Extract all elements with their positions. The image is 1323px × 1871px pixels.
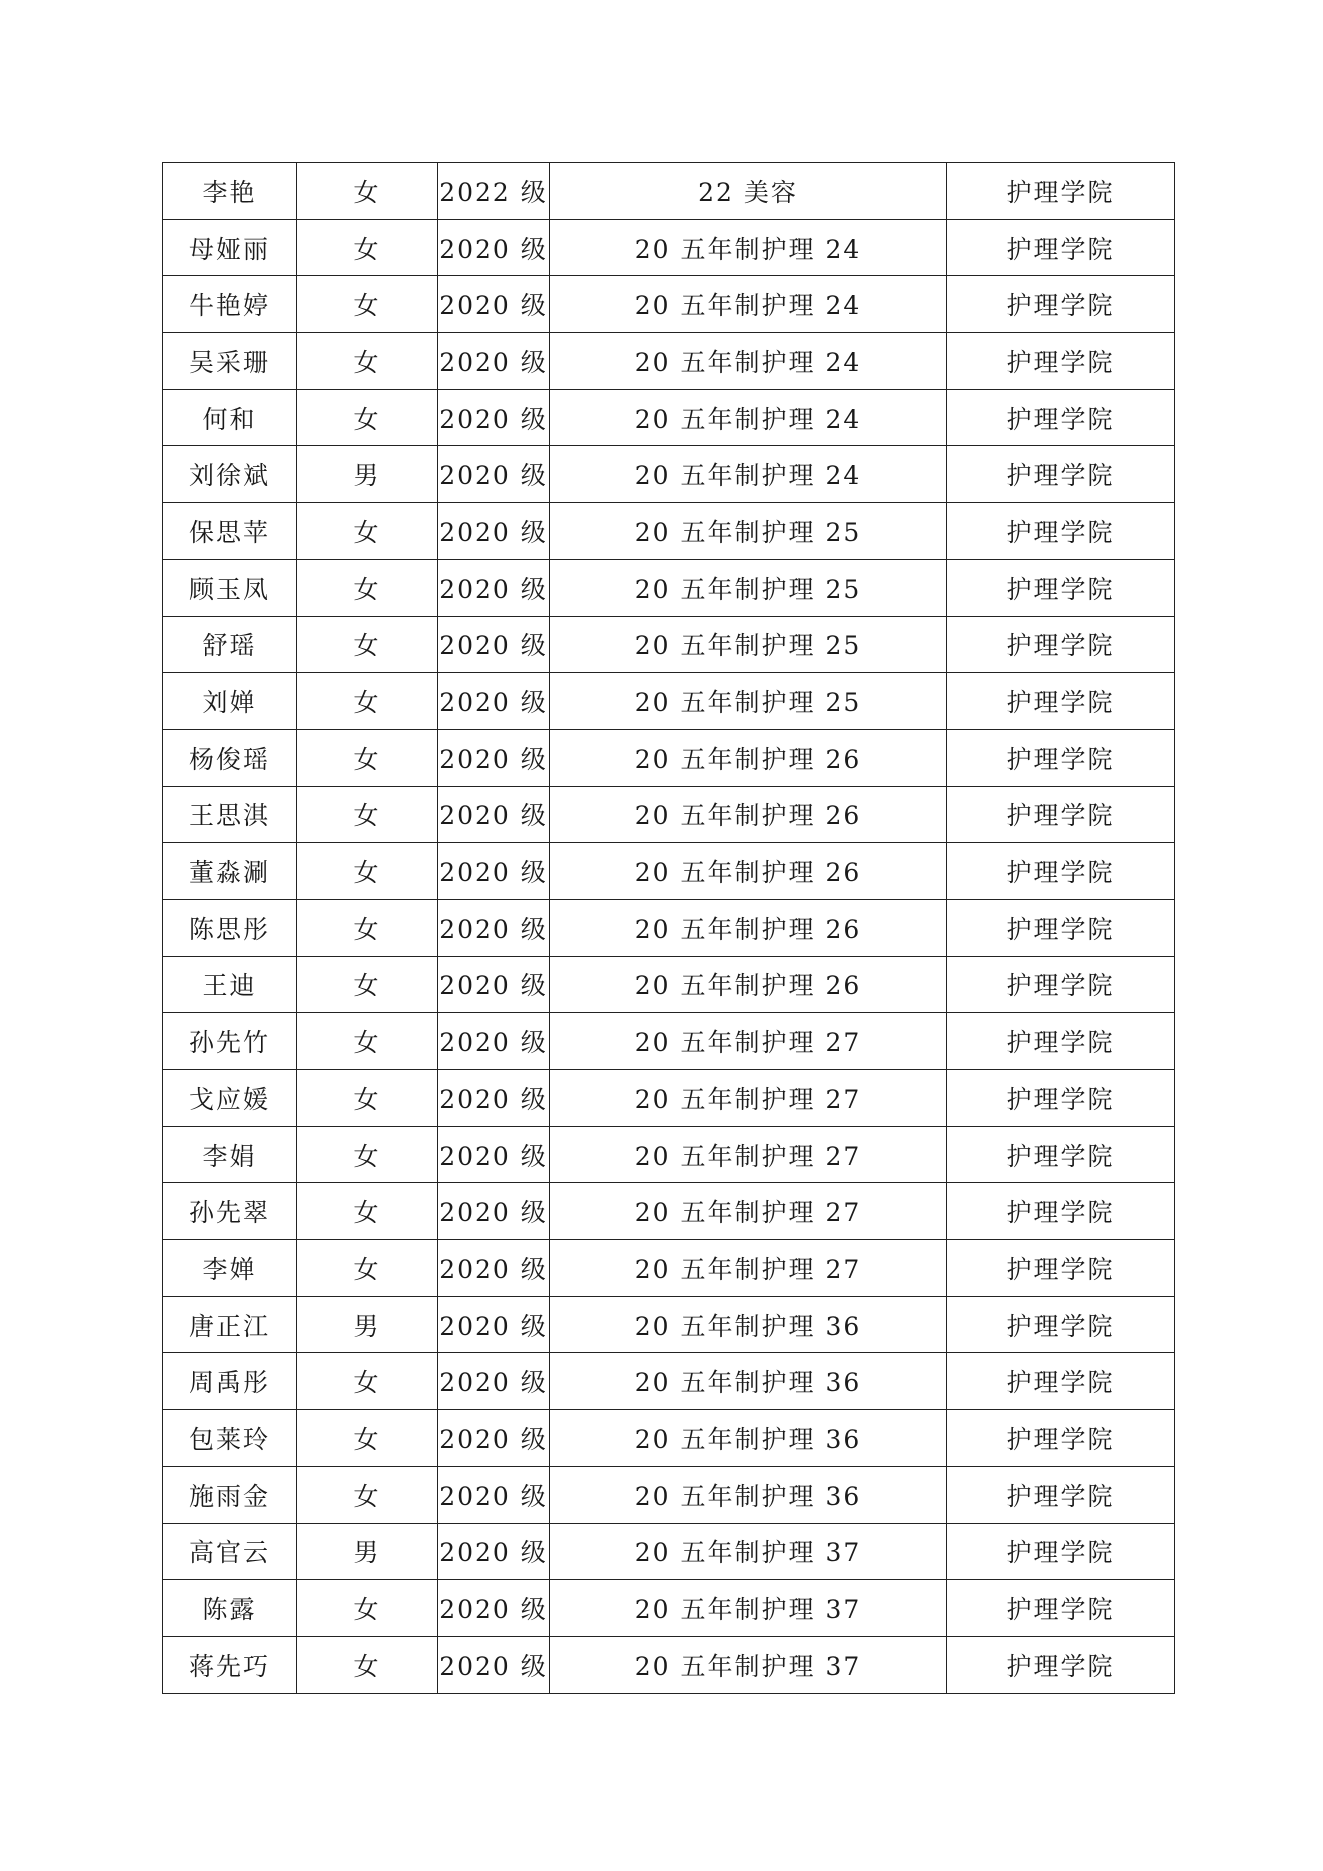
student-name-cell: 戈应媛 xyxy=(163,1070,297,1127)
gender-cell: 女 xyxy=(297,276,438,333)
grade-cell: 2020 级 xyxy=(438,389,550,446)
gender-cell: 女 xyxy=(297,1353,438,1410)
grade-cell: 2020 级 xyxy=(438,1296,550,1353)
class-cell: 20 五年制护理 36 xyxy=(550,1410,947,1467)
college-cell: 护理学院 xyxy=(947,446,1175,503)
student-name-cell: 包莱玲 xyxy=(163,1410,297,1467)
grade-cell: 2020 级 xyxy=(438,1240,550,1297)
grade-cell: 2020 级 xyxy=(438,446,550,503)
grade-cell: 2020 级 xyxy=(438,899,550,956)
class-cell: 20 五年制护理 27 xyxy=(550,1240,947,1297)
college-cell: 护理学院 xyxy=(947,843,1175,900)
class-cell: 20 五年制护理 27 xyxy=(550,1126,947,1183)
class-cell: 20 五年制护理 25 xyxy=(550,673,947,730)
table-row xyxy=(163,163,1175,220)
gender-cell: 女 xyxy=(297,1013,438,1070)
college-cell: 护理学院 xyxy=(947,1580,1175,1637)
table-row xyxy=(163,729,1175,786)
student-name-cell: 刘徐斌 xyxy=(163,446,297,503)
college-cell: 护理学院 xyxy=(947,616,1175,673)
student-roster-table xyxy=(162,162,1175,1694)
table-row xyxy=(163,673,1175,730)
class-cell: 20 五年制护理 26 xyxy=(550,786,947,843)
table-row xyxy=(163,1070,1175,1127)
table-row xyxy=(163,389,1175,446)
gender-cell: 女 xyxy=(297,673,438,730)
college-cell: 护理学院 xyxy=(947,1013,1175,1070)
class-cell: 20 五年制护理 24 xyxy=(550,389,947,446)
grade-cell: 2020 级 xyxy=(438,1636,550,1693)
gender-cell: 女 xyxy=(297,559,438,616)
college-cell: 护理学院 xyxy=(947,219,1175,276)
college-cell: 护理学院 xyxy=(947,1126,1175,1183)
student-name-cell: 施雨金 xyxy=(163,1466,297,1523)
gender-cell: 女 xyxy=(297,843,438,900)
class-cell: 20 五年制护理 37 xyxy=(550,1636,947,1693)
class-cell: 20 五年制护理 25 xyxy=(550,559,947,616)
class-cell: 20 五年制护理 24 xyxy=(550,276,947,333)
class-cell: 20 五年制护理 37 xyxy=(550,1523,947,1580)
student-name-cell: 王迪 xyxy=(163,956,297,1013)
grade-cell: 2020 级 xyxy=(438,1183,550,1240)
table-row xyxy=(163,1580,1175,1637)
class-cell: 20 五年制护理 27 xyxy=(550,1070,947,1127)
table-row xyxy=(163,1126,1175,1183)
student-name-cell: 舒瑶 xyxy=(163,616,297,673)
table-row xyxy=(163,1636,1175,1693)
student-name-cell: 高官云 xyxy=(163,1523,297,1580)
class-cell: 20 五年制护理 24 xyxy=(550,333,947,390)
class-cell: 20 五年制护理 26 xyxy=(550,843,947,900)
class-cell: 20 五年制护理 25 xyxy=(550,616,947,673)
grade-cell: 2020 级 xyxy=(438,1466,550,1523)
table-row xyxy=(163,616,1175,673)
grade-cell: 2020 级 xyxy=(438,843,550,900)
college-cell: 护理学院 xyxy=(947,1240,1175,1297)
table-row xyxy=(163,1013,1175,1070)
student-name-cell: 陈思彤 xyxy=(163,899,297,956)
class-cell: 20 五年制护理 25 xyxy=(550,503,947,560)
gender-cell: 女 xyxy=(297,219,438,276)
table-row xyxy=(163,503,1175,560)
college-cell: 护理学院 xyxy=(947,899,1175,956)
table-row xyxy=(163,1296,1175,1353)
grade-cell: 2020 级 xyxy=(438,1410,550,1467)
table-row xyxy=(163,219,1175,276)
class-cell: 22 美容 xyxy=(550,163,947,220)
grade-cell: 2020 级 xyxy=(438,503,550,560)
gender-cell: 女 xyxy=(297,1183,438,1240)
roster-body xyxy=(163,163,1175,1694)
gender-cell: 女 xyxy=(297,503,438,560)
table-row xyxy=(163,559,1175,616)
table-row xyxy=(163,446,1175,503)
student-name-cell: 顾玉凤 xyxy=(163,559,297,616)
student-name-cell: 牛艳婷 xyxy=(163,276,297,333)
college-cell: 护理学院 xyxy=(947,163,1175,220)
table-row xyxy=(163,956,1175,1013)
gender-cell: 女 xyxy=(297,729,438,786)
table-row xyxy=(163,1183,1175,1240)
student-name-cell: 王思淇 xyxy=(163,786,297,843)
grade-cell: 2022 级 xyxy=(438,163,550,220)
grade-cell: 2020 级 xyxy=(438,616,550,673)
grade-cell: 2020 级 xyxy=(438,559,550,616)
gender-cell: 女 xyxy=(297,389,438,446)
class-cell: 20 五年制护理 26 xyxy=(550,956,947,1013)
student-name-cell: 吴采珊 xyxy=(163,333,297,390)
class-cell: 20 五年制护理 36 xyxy=(550,1353,947,1410)
college-cell: 护理学院 xyxy=(947,333,1175,390)
table-row xyxy=(163,1466,1175,1523)
student-name-cell: 李艳 xyxy=(163,163,297,220)
table-row xyxy=(163,899,1175,956)
college-cell: 护理学院 xyxy=(947,729,1175,786)
gender-cell: 女 xyxy=(297,1466,438,1523)
college-cell: 护理学院 xyxy=(947,1410,1175,1467)
student-name-cell: 孙先翠 xyxy=(163,1183,297,1240)
grade-cell: 2020 级 xyxy=(438,1580,550,1637)
class-cell: 20 五年制护理 36 xyxy=(550,1466,947,1523)
grade-cell: 2020 级 xyxy=(438,276,550,333)
college-cell: 护理学院 xyxy=(947,956,1175,1013)
gender-cell: 女 xyxy=(297,956,438,1013)
grade-cell: 2020 级 xyxy=(438,1523,550,1580)
table-row xyxy=(163,1523,1175,1580)
table-row xyxy=(163,1240,1175,1297)
table-row xyxy=(163,1410,1175,1467)
grade-cell: 2020 级 xyxy=(438,786,550,843)
grade-cell: 2020 级 xyxy=(438,333,550,390)
college-cell: 护理学院 xyxy=(947,503,1175,560)
student-name-cell: 李娟 xyxy=(163,1126,297,1183)
college-cell: 护理学院 xyxy=(947,673,1175,730)
college-cell: 护理学院 xyxy=(947,1636,1175,1693)
college-cell: 护理学院 xyxy=(947,786,1175,843)
college-cell: 护理学院 xyxy=(947,1523,1175,1580)
class-cell: 20 五年制护理 36 xyxy=(550,1296,947,1353)
gender-cell: 女 xyxy=(297,1580,438,1637)
student-name-cell: 保思苹 xyxy=(163,503,297,560)
college-cell: 护理学院 xyxy=(947,1296,1175,1353)
student-name-cell: 刘婵 xyxy=(163,673,297,730)
student-name-cell: 杨俊瑶 xyxy=(163,729,297,786)
gender-cell: 女 xyxy=(297,1126,438,1183)
student-name-cell: 李婵 xyxy=(163,1240,297,1297)
student-name-cell: 周禹彤 xyxy=(163,1353,297,1410)
table-row xyxy=(163,1353,1175,1410)
gender-cell: 女 xyxy=(297,786,438,843)
student-name-cell: 唐正江 xyxy=(163,1296,297,1353)
college-cell: 护理学院 xyxy=(947,1183,1175,1240)
student-name-cell: 何和 xyxy=(163,389,297,446)
class-cell: 20 五年制护理 24 xyxy=(550,446,947,503)
student-name-cell: 孙先竹 xyxy=(163,1013,297,1070)
gender-cell: 女 xyxy=(297,1636,438,1693)
grade-cell: 2020 级 xyxy=(438,729,550,786)
grade-cell: 2020 级 xyxy=(438,1126,550,1183)
grade-cell: 2020 级 xyxy=(438,956,550,1013)
table-row xyxy=(163,333,1175,390)
grade-cell: 2020 级 xyxy=(438,1353,550,1410)
gender-cell: 女 xyxy=(297,1070,438,1127)
grade-cell: 2020 级 xyxy=(438,219,550,276)
class-cell: 20 五年制护理 24 xyxy=(550,219,947,276)
college-cell: 护理学院 xyxy=(947,389,1175,446)
college-cell: 护理学院 xyxy=(947,559,1175,616)
class-cell: 20 五年制护理 26 xyxy=(550,729,947,786)
class-cell: 20 五年制护理 26 xyxy=(550,899,947,956)
student-name-cell: 董淼涮 xyxy=(163,843,297,900)
student-name-cell: 蒋先巧 xyxy=(163,1636,297,1693)
gender-cell: 女 xyxy=(297,1240,438,1297)
grade-cell: 2020 级 xyxy=(438,1013,550,1070)
college-cell: 护理学院 xyxy=(947,1070,1175,1127)
gender-cell: 男 xyxy=(297,1523,438,1580)
college-cell: 护理学院 xyxy=(947,1466,1175,1523)
student-name-cell: 母娅丽 xyxy=(163,219,297,276)
grade-cell: 2020 级 xyxy=(438,1070,550,1127)
gender-cell: 女 xyxy=(297,333,438,390)
gender-cell: 男 xyxy=(297,446,438,503)
gender-cell: 男 xyxy=(297,1296,438,1353)
class-cell: 20 五年制护理 27 xyxy=(550,1183,947,1240)
gender-cell: 女 xyxy=(297,616,438,673)
student-name-cell: 陈露 xyxy=(163,1580,297,1637)
college-cell: 护理学院 xyxy=(947,276,1175,333)
grade-cell: 2020 级 xyxy=(438,673,550,730)
class-cell: 20 五年制护理 37 xyxy=(550,1580,947,1637)
gender-cell: 女 xyxy=(297,899,438,956)
table-row xyxy=(163,843,1175,900)
gender-cell: 女 xyxy=(297,163,438,220)
table-row xyxy=(163,786,1175,843)
gender-cell: 女 xyxy=(297,1410,438,1467)
college-cell: 护理学院 xyxy=(947,1353,1175,1410)
class-cell: 20 五年制护理 27 xyxy=(550,1013,947,1070)
table-row xyxy=(163,276,1175,333)
